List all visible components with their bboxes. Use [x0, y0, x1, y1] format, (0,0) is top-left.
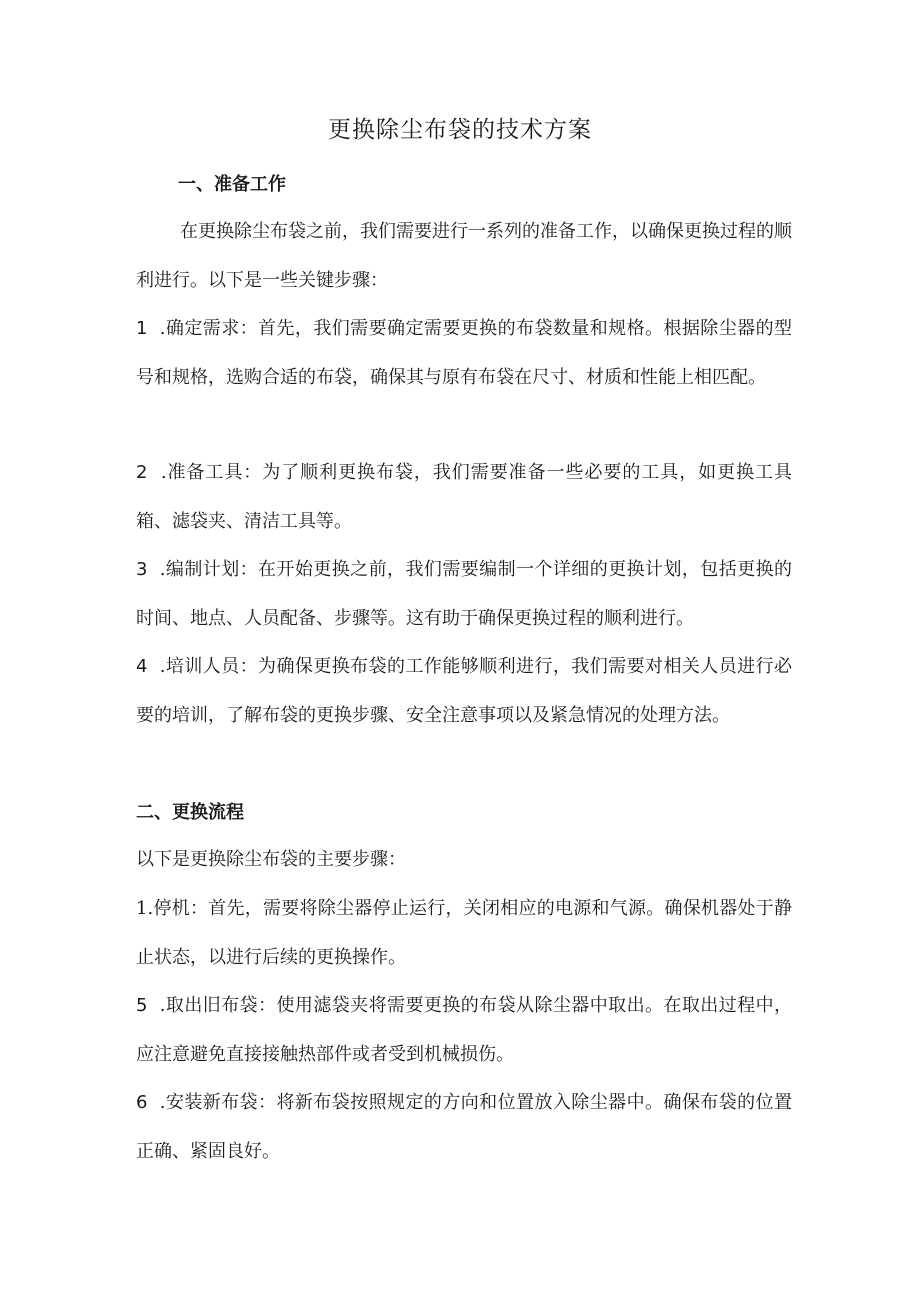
list-item-text: .安装新布袋：将新布袋按照规定的方向和位置放入除尘器中。确保布袋的位置正确、紧固良好。	[136, 1092, 793, 1162]
list-item-text: 停机：首先，需要将除尘器停止运行，关闭相应的电源和气源。确保机器处于静止状态，以进行后续的更换操作。	[136, 898, 792, 968]
list-item-number: 5	[136, 995, 148, 1016]
list-item-number: 4	[136, 656, 148, 677]
list-item	[136, 449, 792, 546]
list-item-number: 6	[136, 1092, 148, 1113]
list-item-text: .培训人员：为确保更换布袋的工作能够顺利进行，我们需要对相关人员进行必要的培训，了解布袋的更换步骤、安全注意事项以及紧急情况的处理方法。	[136, 656, 793, 726]
list-item-number: 2	[136, 462, 148, 483]
list-item-text: .取出旧布袋：使用滤袋夹将需要更换的布袋从除尘器中取出。在取出过程中，应注意避免直接接触热部件或者受到机械损伤。	[136, 995, 793, 1065]
list-item	[136, 643, 792, 740]
list-item-number: 3	[136, 559, 148, 580]
list-item	[136, 1079, 792, 1176]
list-item-text: .确定需求：首先，我们需要确定需要更换的布袋数量和规格。根据除尘器的型号和规格，选购合适的布袋，确保其与原有布袋在尺寸、材质和性能上相匹配。	[136, 318, 793, 388]
list-item-text: .准备工具：为了顺利更换布袋，我们需要准备一些必要的工具，如更换工具箱、滤袋夹、清洁工具等。	[136, 462, 792, 532]
list-item-text: .编制计划：在开始更换之前，我们需要编制一个详细的更换计划，包括更换的时间、地点、人员配备、步骤等。这有助于确保更换过程的顺利进行。	[136, 559, 793, 629]
section-heading-preparation: 一、准备工作	[178, 174, 286, 195]
list-item	[136, 546, 792, 643]
list-item-number: 1.	[136, 898, 154, 919]
document-title: 更换除尘布袋的技术方案	[328, 117, 592, 143]
list-item	[136, 982, 792, 1079]
section-intro-process: 以下是更换除尘布袋的主要步骤：	[136, 849, 406, 870]
list-item-number: 1	[136, 318, 148, 339]
list-item	[136, 305, 792, 402]
section-heading-process: 二、更换流程	[136, 802, 244, 823]
list-item	[136, 885, 792, 982]
section-intro-preparation: 在更换除尘布袋之前，我们需要进行一系列的准备工作，以确保更换过程的顺利进行。以下是一些关键步骤：	[136, 221, 792, 291]
